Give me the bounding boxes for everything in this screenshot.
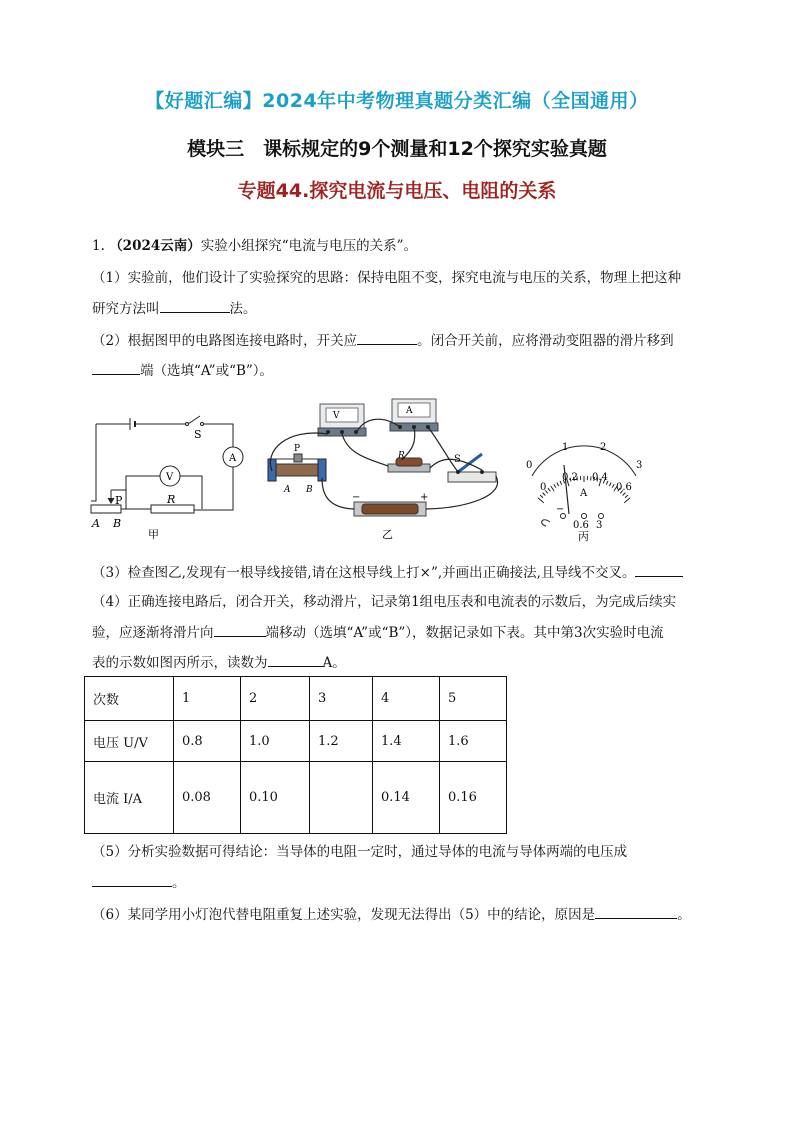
dial-tick	[548, 488, 550, 491]
table-cell: 2	[241, 677, 310, 721]
bing-caption: 丙	[578, 530, 589, 543]
table-cell: 4	[373, 677, 440, 721]
jia-slider-label: P	[115, 494, 123, 507]
figure-yi	[268, 399, 498, 516]
table-cell: 3	[310, 677, 373, 721]
dial-tick	[540, 495, 543, 498]
yi-end-b-label: B	[306, 485, 313, 495]
bing-terminal-0-6: 0.6	[573, 520, 589, 531]
topic-title: 专题44.探究电流与电压、电阻的关系	[237, 180, 557, 202]
dial-tick	[557, 483, 559, 487]
table-cell: 0.8	[174, 721, 241, 762]
dial-tick	[609, 483, 611, 487]
bing-outer-tick-3: 3	[636, 460, 643, 471]
yi-resistor-label: R	[398, 451, 405, 461]
jia-end-a-label: A	[92, 517, 100, 530]
part1-text: 研究方法叫	[92, 301, 160, 317]
bing-terminal-3: 3	[596, 520, 603, 531]
dial-tick	[551, 486, 554, 491]
part2-suffix: 端（选填“A”或“B”）。	[140, 363, 274, 379]
answer-blank-2[interactable]	[357, 330, 417, 345]
question-stem-line	[92, 236, 417, 256]
yi-voltmeter-label: V	[333, 411, 340, 421]
question-source: （2024云南）	[109, 238, 201, 254]
yi-end-a-label: A	[284, 485, 291, 495]
table-cell: 1.0	[241, 721, 310, 762]
yi-slider-label: P	[294, 444, 301, 454]
yi-ammeter-label: A	[406, 406, 413, 416]
yi-plus-label: +	[420, 492, 429, 503]
bing-inner-tick-1: 0.2	[562, 472, 578, 483]
part6-suffix: 。	[677, 907, 691, 923]
table-cell: 1.6	[440, 721, 507, 762]
bing-outer-tick-1: 1	[562, 442, 569, 453]
table-cell-empty[interactable]	[310, 762, 373, 834]
table-cell: 电压 U/V	[85, 721, 174, 762]
part6-text: （6）某同学用小灯泡代替电阻重复上述实验，发现无法得出（5）中的结论，原因是	[92, 907, 596, 923]
part4-line2	[92, 622, 664, 643]
question-number: 1.	[92, 238, 105, 254]
question-stem: 实验小组探究“电流与电压的关系”。	[200, 238, 418, 254]
yi-caption: 乙	[382, 528, 393, 541]
jia-switch-label: S	[194, 428, 202, 441]
bing-unit-label: A	[580, 488, 588, 499]
part2-text: （2）根据图甲的电路图连接电路时，开关应	[92, 333, 358, 349]
table-cell: 1.4	[373, 721, 440, 762]
part2-text-b: 。闭合开关前，应将滑动变阻器的滑片移到	[417, 333, 674, 349]
jia-ammeter-label: A	[229, 453, 237, 464]
jia-voltmeter-label: V	[166, 472, 174, 483]
part4-text-b: 端移动（选填“A”或“B”），数据记录如下表。其中第3次实验时电流	[265, 625, 664, 641]
jia-end-b-label: B	[113, 517, 122, 530]
bing-inner-tick-0: 0	[540, 482, 547, 493]
bing-terminal-minus: −	[556, 504, 565, 515]
part6-line	[92, 904, 691, 925]
dial-tick	[625, 495, 628, 498]
answer-blank-7[interactable]	[92, 872, 172, 887]
answer-blank-5[interactable]	[214, 622, 266, 637]
table-row	[85, 762, 507, 834]
table-cell: 次数	[85, 677, 174, 721]
yi-minus-label: −	[352, 492, 361, 503]
part4-text-c: 表的示数如图丙所示，读数为	[92, 655, 268, 671]
part3-line	[92, 562, 683, 583]
part2-line2	[92, 360, 273, 381]
bing-inner-tick-2: 0.4	[592, 472, 608, 483]
table-row	[85, 677, 507, 721]
document-title: 【好题汇编】2024年中考物理真题分类汇编（全国通用）	[145, 90, 649, 112]
bing-outer-tick-0: 0	[526, 460, 533, 471]
table-cell: 5	[440, 677, 507, 721]
dial-tick	[624, 498, 630, 503]
table-cell: 1.2	[310, 721, 373, 762]
bing-outer-tick-2: 2	[600, 442, 607, 453]
answer-blank-3[interactable]	[92, 360, 140, 375]
part1-line1: （1）实验前，他们设计了实验探究的思路：保持电阻不变，探究电流与电压的关系，物理上把这种	[92, 270, 682, 286]
part5-suffix: 。	[172, 875, 186, 891]
dial-tick	[543, 493, 546, 496]
bing-inner-tick-3: 0.6	[616, 482, 632, 493]
yi-switch-label: S	[454, 454, 461, 465]
part4-text: 验，应逐渐将滑片向	[92, 625, 214, 641]
dial-tick	[612, 484, 614, 487]
part4-line1: （4）正确连接电路后，闭合开关，移动滑片，记录第1组电压表和电流表的示数后，为完成后续实	[92, 594, 677, 610]
jia-caption: 甲	[148, 528, 159, 541]
table-cell: 0.10	[241, 762, 310, 834]
part5-line2	[92, 872, 186, 893]
part4-suffix: A。	[322, 655, 346, 671]
data-table	[84, 676, 507, 834]
answer-blank-4[interactable]	[635, 562, 683, 577]
table-row	[85, 721, 507, 762]
table-cell: 0.16	[440, 762, 507, 834]
table-cell: 电流 I/A	[85, 762, 174, 834]
circuit-figures	[86, 396, 706, 546]
part2-line1	[92, 330, 674, 351]
part1-suffix: 法。	[229, 301, 257, 317]
part3-text: （3）检查图乙,发现有一根导线接错,请在这根导线上打×”,并画出正确接法,且导线不交叉。	[92, 565, 636, 581]
table-cell: 0.14	[373, 762, 440, 834]
dial-tick	[554, 484, 556, 487]
module-title: 模块三 课标规定的9个测量和12个探究实验真题	[187, 138, 607, 160]
dial-tick	[538, 498, 544, 503]
part5-line1: （5）分析实验数据可得结论：当导体的电阻一定时，通过导体的电流与导体两端的电压成	[92, 844, 628, 860]
part4-line3	[92, 652, 346, 673]
jia-resistor-label: R	[167, 493, 176, 506]
table-cell: 0.08	[174, 762, 241, 834]
answer-blank-6[interactable]	[268, 652, 323, 667]
answer-blank-1[interactable]	[160, 298, 230, 313]
answer-blank-8[interactable]	[595, 904, 677, 919]
dial-tick	[623, 493, 626, 496]
table-cell: 1	[174, 677, 241, 721]
part1-line2	[92, 298, 257, 319]
